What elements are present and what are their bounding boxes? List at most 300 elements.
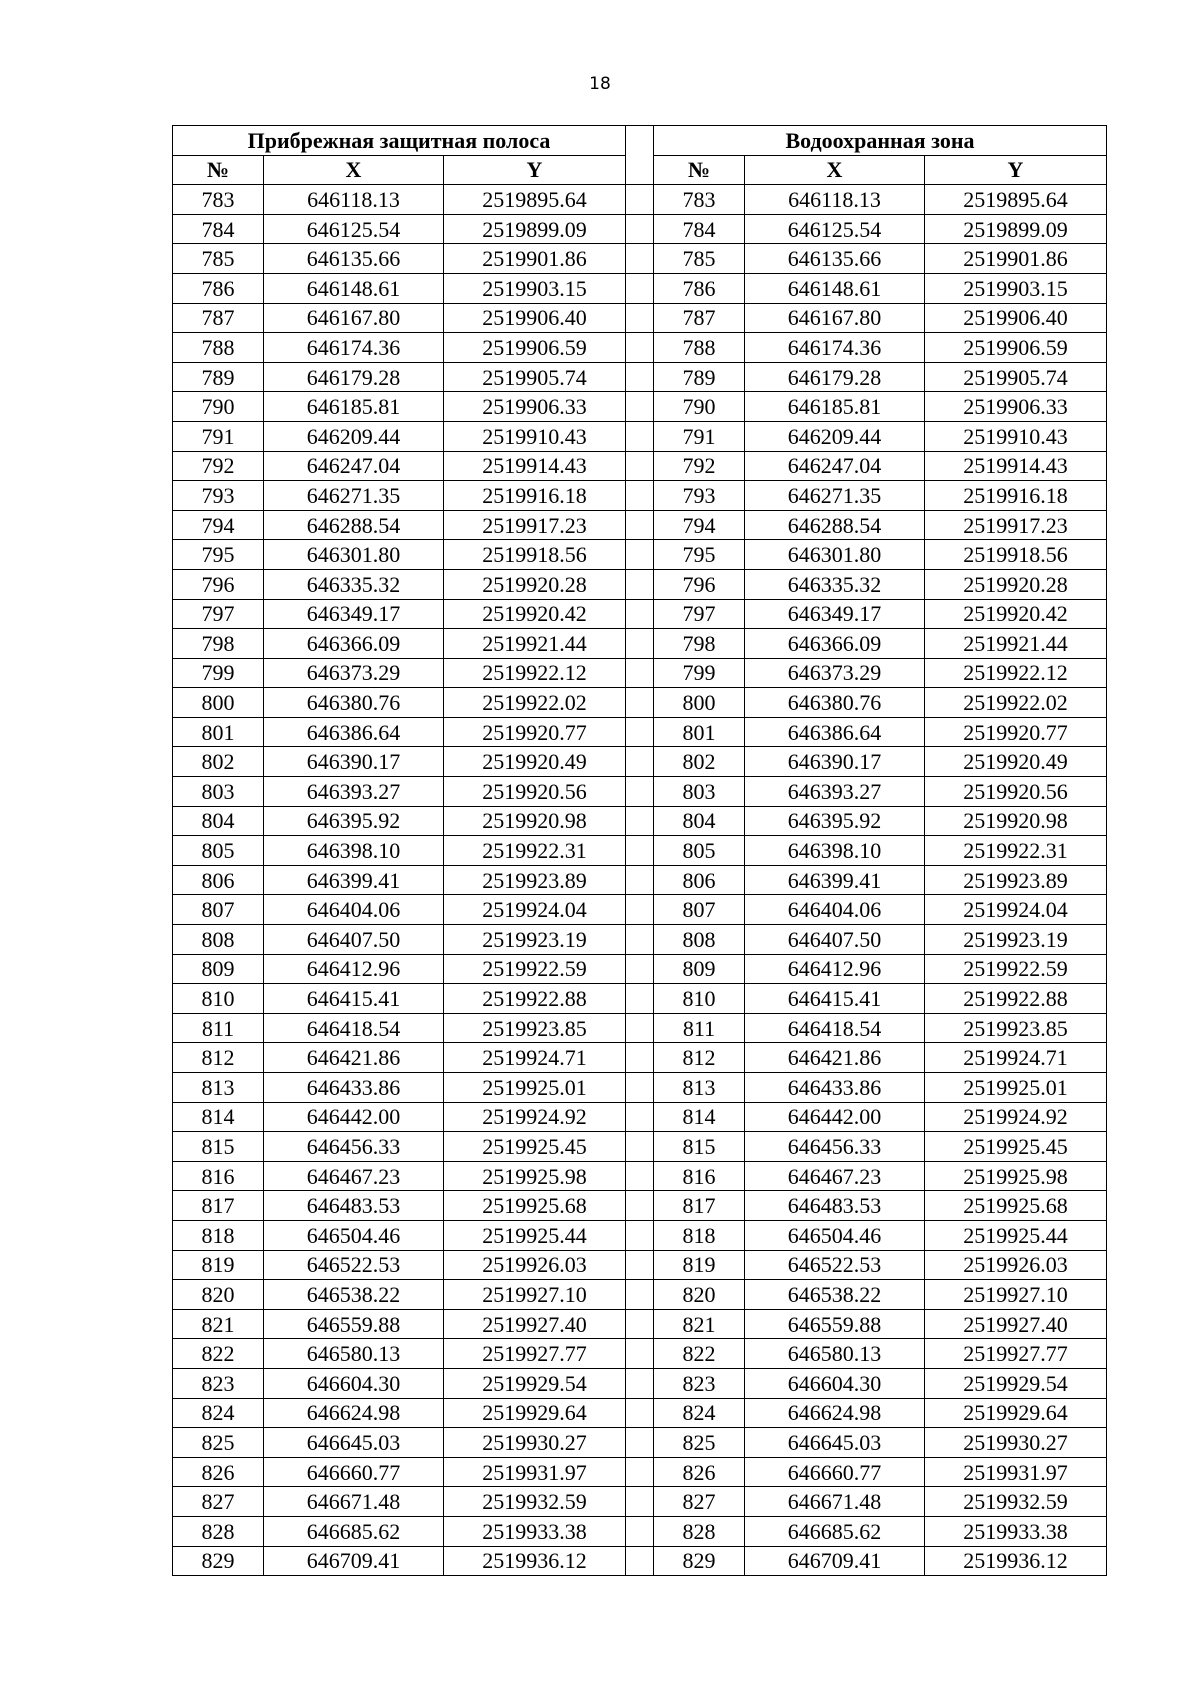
column-gap-cell [626, 1191, 654, 1221]
right-x-cell: 646433.86 [745, 1073, 925, 1103]
right-num-cell: 824 [654, 1398, 745, 1428]
table-row [173, 273, 1107, 303]
column-gap-cell [626, 451, 654, 481]
right-y-cell: 2519917.23 [925, 510, 1107, 540]
right-x-cell: 646580.13 [745, 1339, 925, 1369]
left-y-cell: 2519917.23 [444, 510, 626, 540]
left-x-cell: 646174.36 [264, 333, 444, 363]
column-gap-cell [626, 392, 654, 422]
column-gap-cell [626, 954, 654, 984]
left-num-cell: 809 [173, 954, 264, 984]
column-gap-cell [626, 1487, 654, 1517]
left-x-cell: 646404.06 [264, 895, 444, 925]
right-x-cell: 646709.41 [745, 1546, 925, 1576]
left-num-cell: 804 [173, 806, 264, 836]
table-row [173, 510, 1107, 540]
right-y-cell: 2519899.09 [925, 214, 1107, 244]
right-num-cell: 796 [654, 569, 745, 599]
right-y-cell: 2519927.77 [925, 1339, 1107, 1369]
column-gap-cell [626, 629, 654, 659]
right-y-cell: 2519923.19 [925, 925, 1107, 955]
column-gap-cell [626, 599, 654, 629]
left-y-cell: 2519927.10 [444, 1280, 626, 1310]
left-y-cell: 2519931.97 [444, 1457, 626, 1487]
left-y-cell: 2519922.02 [444, 688, 626, 718]
left-y-cell: 2519922.59 [444, 954, 626, 984]
right-y-cell: 2519925.68 [925, 1191, 1107, 1221]
right-num-cell: 792 [654, 451, 745, 481]
right-y-cell: 2519936.12 [925, 1546, 1107, 1576]
left-y-cell: 2519906.59 [444, 333, 626, 363]
left-x-cell: 646456.33 [264, 1132, 444, 1162]
left-y-cell: 2519925.98 [444, 1161, 626, 1191]
table-row [173, 1191, 1107, 1221]
left-y-cell: 2519916.18 [444, 481, 626, 511]
left-y-cell: 2519930.27 [444, 1428, 626, 1458]
column-gap-cell [626, 806, 654, 836]
column-gap-cell [626, 569, 654, 599]
right-num-cell: 786 [654, 273, 745, 303]
left-num-cell: 791 [173, 421, 264, 451]
right-num-cell: 822 [654, 1339, 745, 1369]
left-x-cell: 646415.41 [264, 984, 444, 1014]
right-y-cell: 2519922.88 [925, 984, 1107, 1014]
right-x-cell: 646148.61 [745, 273, 925, 303]
right-num-cell: 808 [654, 925, 745, 955]
column-gap-cell [626, 1280, 654, 1310]
table-row [173, 954, 1107, 984]
column-gap-cell [626, 717, 654, 747]
right-num-cell: 829 [654, 1546, 745, 1576]
right-num-cell: 788 [654, 333, 745, 363]
right-num-cell: 802 [654, 747, 745, 777]
right-x-cell: 646456.33 [745, 1132, 925, 1162]
right-x-cell: 646442.00 [745, 1102, 925, 1132]
left-y-cell: 2519925.01 [444, 1073, 626, 1103]
right-x-cell: 646366.09 [745, 629, 925, 659]
left-x-cell: 646301.80 [264, 540, 444, 570]
left-y-cell: 2519925.45 [444, 1132, 626, 1162]
table-row [173, 865, 1107, 895]
right-x-header: X [745, 155, 925, 185]
column-gap-cell [626, 214, 654, 244]
table-row [173, 569, 1107, 599]
left-y-cell: 2519903.15 [444, 273, 626, 303]
left-x-header: X [264, 155, 444, 185]
right-x-cell: 646624.98 [745, 1398, 925, 1428]
left-x-cell: 646185.81 [264, 392, 444, 422]
right-y-cell: 2519921.44 [925, 629, 1107, 659]
table-row [173, 806, 1107, 836]
left-num-cell: 805 [173, 836, 264, 866]
left-x-cell: 646209.44 [264, 421, 444, 451]
right-y-cell: 2519929.54 [925, 1368, 1107, 1398]
table-row [173, 629, 1107, 659]
left-x-cell: 646522.53 [264, 1250, 444, 1280]
left-y-cell: 2519936.12 [444, 1546, 626, 1576]
column-gap-cell [626, 1339, 654, 1369]
right-num-cell: 783 [654, 185, 745, 215]
column-gap-cell [626, 1516, 654, 1546]
left-x-cell: 646386.64 [264, 717, 444, 747]
table-row [173, 747, 1107, 777]
table-row [173, 1280, 1107, 1310]
right-y-cell: 2519914.43 [925, 451, 1107, 481]
right-num-cell: 820 [654, 1280, 745, 1310]
right-x-cell: 646418.54 [745, 1013, 925, 1043]
left-num-cell: 794 [173, 510, 264, 540]
right-y-cell: 2519920.42 [925, 599, 1107, 629]
table-row [173, 1102, 1107, 1132]
left-x-cell: 646421.86 [264, 1043, 444, 1073]
table-row [173, 984, 1107, 1014]
right-num-cell: 789 [654, 362, 745, 392]
right-num-cell: 811 [654, 1013, 745, 1043]
left-x-cell: 646624.98 [264, 1398, 444, 1428]
right-num-cell: 813 [654, 1073, 745, 1103]
column-gap-cell [626, 1398, 654, 1428]
right-y-cell: 2519925.98 [925, 1161, 1107, 1191]
left-x-cell: 646380.76 [264, 688, 444, 718]
left-x-cell: 646349.17 [264, 599, 444, 629]
left-num-cell: 800 [173, 688, 264, 718]
right-x-cell: 646407.50 [745, 925, 925, 955]
right-num-cell: 819 [654, 1250, 745, 1280]
right-num-header: № [654, 155, 745, 185]
table-row [173, 925, 1107, 955]
left-y-cell: 2519929.54 [444, 1368, 626, 1398]
left-num-cell: 788 [173, 333, 264, 363]
left-x-cell: 646395.92 [264, 806, 444, 836]
left-x-cell: 646288.54 [264, 510, 444, 540]
table-row [173, 1013, 1107, 1043]
right-x-cell: 646335.32 [745, 569, 925, 599]
right-y-cell: 2519926.03 [925, 1250, 1107, 1280]
right-x-cell: 646504.46 [745, 1220, 925, 1250]
left-x-cell: 646373.29 [264, 658, 444, 688]
column-gap-cell [626, 333, 654, 363]
right-y-cell: 2519931.97 [925, 1457, 1107, 1487]
left-x-cell: 646442.00 [264, 1102, 444, 1132]
left-y-cell: 2519929.64 [444, 1398, 626, 1428]
left-x-cell: 646483.53 [264, 1191, 444, 1221]
right-x-cell: 646247.04 [745, 451, 925, 481]
right-num-cell: 814 [654, 1102, 745, 1132]
left-x-cell: 646467.23 [264, 1161, 444, 1191]
right-x-cell: 646380.76 [745, 688, 925, 718]
left-num-cell: 798 [173, 629, 264, 659]
left-num-cell: 811 [173, 1013, 264, 1043]
right-x-cell: 646604.30 [745, 1368, 925, 1398]
left-x-cell: 646418.54 [264, 1013, 444, 1043]
column-gap-cell [626, 244, 654, 274]
right-x-cell: 646538.22 [745, 1280, 925, 1310]
column-gap-cell [626, 510, 654, 540]
right-x-cell: 646398.10 [745, 836, 925, 866]
left-num-cell: 829 [173, 1546, 264, 1576]
right-y-cell: 2519924.92 [925, 1102, 1107, 1132]
column-gap-cell [626, 658, 654, 688]
right-y-cell: 2519920.56 [925, 777, 1107, 807]
left-y-cell: 2519906.40 [444, 303, 626, 333]
left-y-cell: 2519918.56 [444, 540, 626, 570]
left-num-cell: 812 [173, 1043, 264, 1073]
column-gap-cell [626, 925, 654, 955]
right-x-cell: 646395.92 [745, 806, 925, 836]
right-y-cell: 2519932.59 [925, 1487, 1107, 1517]
right-y-cell: 2519923.89 [925, 865, 1107, 895]
table-row [173, 451, 1107, 481]
right-num-cell: 804 [654, 806, 745, 836]
right-x-cell: 646179.28 [745, 362, 925, 392]
left-x-cell: 646671.48 [264, 1487, 444, 1517]
table-row [173, 688, 1107, 718]
left-y-cell: 2519910.43 [444, 421, 626, 451]
left-num-cell: 784 [173, 214, 264, 244]
right-num-cell: 790 [654, 392, 745, 422]
column-gap-cell [626, 273, 654, 303]
right-num-cell: 825 [654, 1428, 745, 1458]
right-x-cell: 646483.53 [745, 1191, 925, 1221]
left-x-cell: 646559.88 [264, 1309, 444, 1339]
column-gap-cell [626, 1309, 654, 1339]
right-y-cell: 2519922.12 [925, 658, 1107, 688]
right-x-cell: 646393.27 [745, 777, 925, 807]
right-x-cell: 646645.03 [745, 1428, 925, 1458]
table-row [173, 777, 1107, 807]
right-y-cell: 2519895.64 [925, 185, 1107, 215]
table-row [173, 1546, 1107, 1576]
right-x-cell: 646390.17 [745, 747, 925, 777]
left-num-cell: 821 [173, 1309, 264, 1339]
table-row [173, 717, 1107, 747]
left-num-cell: 789 [173, 362, 264, 392]
table-row [173, 1250, 1107, 1280]
left-num-cell: 807 [173, 895, 264, 925]
column-gap-cell [626, 303, 654, 333]
table-row [173, 540, 1107, 570]
table-row [173, 1220, 1107, 1250]
column-gap-cell [626, 421, 654, 451]
right-x-cell: 646135.66 [745, 244, 925, 274]
right-x-cell: 646174.36 [745, 333, 925, 363]
left-y-cell: 2519920.28 [444, 569, 626, 599]
left-num-header: № [173, 155, 264, 185]
right-y-cell: 2519906.33 [925, 392, 1107, 422]
left-x-cell: 646660.77 [264, 1457, 444, 1487]
left-num-cell: 796 [173, 569, 264, 599]
right-num-cell: 793 [654, 481, 745, 511]
right-x-cell: 646288.54 [745, 510, 925, 540]
right-y-cell: 2519922.31 [925, 836, 1107, 866]
right-num-cell: 823 [654, 1368, 745, 1398]
left-num-cell: 785 [173, 244, 264, 274]
right-y-cell: 2519906.59 [925, 333, 1107, 363]
left-num-cell: 801 [173, 717, 264, 747]
left-y-cell: 2519906.33 [444, 392, 626, 422]
left-y-cell: 2519932.59 [444, 1487, 626, 1517]
right-num-cell: 815 [654, 1132, 745, 1162]
left-x-cell: 646179.28 [264, 362, 444, 392]
right-x-cell: 646404.06 [745, 895, 925, 925]
column-gap-cell [626, 1546, 654, 1576]
left-num-cell: 795 [173, 540, 264, 570]
table-row [173, 895, 1107, 925]
table-row [173, 1073, 1107, 1103]
left-num-cell: 797 [173, 599, 264, 629]
left-num-cell: 799 [173, 658, 264, 688]
right-num-cell: 817 [654, 1191, 745, 1221]
table-row [173, 1368, 1107, 1398]
right-num-cell: 818 [654, 1220, 745, 1250]
right-y-cell: 2519906.40 [925, 303, 1107, 333]
right-num-cell: 784 [654, 214, 745, 244]
right-x-cell: 646522.53 [745, 1250, 925, 1280]
right-x-cell: 646301.80 [745, 540, 925, 570]
right-num-cell: 801 [654, 717, 745, 747]
right-x-cell: 646412.96 [745, 954, 925, 984]
table-row [173, 1487, 1107, 1517]
table-row [173, 185, 1107, 215]
left-x-cell: 646118.13 [264, 185, 444, 215]
right-y-cell: 2519925.45 [925, 1132, 1107, 1162]
table-row [173, 1043, 1107, 1073]
right-x-cell: 646271.35 [745, 481, 925, 511]
table-row [173, 392, 1107, 422]
left-x-cell: 646366.09 [264, 629, 444, 659]
left-num-cell: 792 [173, 451, 264, 481]
left-y-cell: 2519905.74 [444, 362, 626, 392]
column-gap-cell [626, 1102, 654, 1132]
right-y-cell: 2519922.59 [925, 954, 1107, 984]
left-y-cell: 2519923.85 [444, 1013, 626, 1043]
column-gap-cell [626, 777, 654, 807]
right-num-cell: 787 [654, 303, 745, 333]
column-gap-cell [626, 836, 654, 866]
left-x-cell: 646390.17 [264, 747, 444, 777]
table-row [173, 244, 1107, 274]
left-num-cell: 806 [173, 865, 264, 895]
left-num-cell: 824 [173, 1398, 264, 1428]
right-y-cell: 2519918.56 [925, 540, 1107, 570]
right-num-cell: 812 [654, 1043, 745, 1073]
table-row [173, 214, 1107, 244]
left-x-cell: 646709.41 [264, 1546, 444, 1576]
left-num-cell: 825 [173, 1428, 264, 1458]
left-y-cell: 2519924.71 [444, 1043, 626, 1073]
left-x-cell: 646247.04 [264, 451, 444, 481]
column-gap-cell [626, 1250, 654, 1280]
left-y-cell: 2519895.64 [444, 185, 626, 215]
left-x-cell: 646580.13 [264, 1339, 444, 1369]
right-y-cell: 2519920.49 [925, 747, 1107, 777]
left-x-cell: 646685.62 [264, 1516, 444, 1546]
left-num-cell: 793 [173, 481, 264, 511]
column-gap-cell [626, 1132, 654, 1162]
left-y-cell: 2519925.44 [444, 1220, 626, 1250]
left-num-cell: 786 [173, 273, 264, 303]
left-y-cell: 2519920.98 [444, 806, 626, 836]
right-num-cell: 810 [654, 984, 745, 1014]
column-gap-cell [626, 1013, 654, 1043]
page-number: 18 [589, 74, 611, 94]
table-row [173, 836, 1107, 866]
column-gap-cell [626, 1368, 654, 1398]
column-gap-cell [626, 1220, 654, 1250]
right-y-cell: 2519920.28 [925, 569, 1107, 599]
right-x-cell: 646118.13 [745, 185, 925, 215]
right-num-cell: 827 [654, 1487, 745, 1517]
column-gap [626, 126, 654, 185]
table-row [173, 1161, 1107, 1191]
right-y-cell: 2519922.02 [925, 688, 1107, 718]
left-y-cell: 2519925.68 [444, 1191, 626, 1221]
left-y-cell: 2519899.09 [444, 214, 626, 244]
table-row [173, 421, 1107, 451]
right-num-cell: 805 [654, 836, 745, 866]
right-x-cell: 646660.77 [745, 1457, 925, 1487]
coordinates-table [172, 125, 1107, 1576]
left-num-cell: 814 [173, 1102, 264, 1132]
column-gap-cell [626, 185, 654, 215]
table-row [173, 1428, 1107, 1458]
right-y-cell: 2519927.10 [925, 1280, 1107, 1310]
right-x-cell: 646167.80 [745, 303, 925, 333]
right-y-header: Y [925, 155, 1107, 185]
left-y-cell: 2519924.04 [444, 895, 626, 925]
left-x-cell: 646538.22 [264, 1280, 444, 1310]
left-section-title: Прибрежная защитная полоса [173, 126, 626, 156]
right-x-cell: 646209.44 [745, 421, 925, 451]
table-row [173, 1398, 1107, 1428]
right-num-cell: 791 [654, 421, 745, 451]
left-y-cell: 2519920.49 [444, 747, 626, 777]
column-gap-cell [626, 481, 654, 511]
table-body [173, 185, 1107, 1576]
right-num-cell: 816 [654, 1161, 745, 1191]
right-num-cell: 798 [654, 629, 745, 659]
right-num-cell: 809 [654, 954, 745, 984]
right-x-cell: 646685.62 [745, 1516, 925, 1546]
right-y-cell: 2519930.27 [925, 1428, 1107, 1458]
left-y-cell: 2519926.03 [444, 1250, 626, 1280]
left-num-cell: 822 [173, 1339, 264, 1369]
left-x-cell: 646135.66 [264, 244, 444, 274]
left-y-cell: 2519922.31 [444, 836, 626, 866]
left-num-cell: 803 [173, 777, 264, 807]
right-y-cell: 2519920.77 [925, 717, 1107, 747]
right-y-cell: 2519903.15 [925, 273, 1107, 303]
column-gap-cell [626, 984, 654, 1014]
left-num-cell: 818 [173, 1220, 264, 1250]
left-num-cell: 820 [173, 1280, 264, 1310]
left-x-cell: 646645.03 [264, 1428, 444, 1458]
left-x-cell: 646504.46 [264, 1220, 444, 1250]
right-y-cell: 2519923.85 [925, 1013, 1107, 1043]
table-row [173, 333, 1107, 363]
left-num-cell: 813 [173, 1073, 264, 1103]
left-num-cell: 802 [173, 747, 264, 777]
left-num-cell: 787 [173, 303, 264, 333]
right-num-cell: 828 [654, 1516, 745, 1546]
left-num-cell: 823 [173, 1368, 264, 1398]
left-y-header: Y [444, 155, 626, 185]
right-num-cell: 797 [654, 599, 745, 629]
right-x-cell: 646386.64 [745, 717, 925, 747]
right-x-cell: 646421.86 [745, 1043, 925, 1073]
left-y-cell: 2519923.89 [444, 865, 626, 895]
right-y-cell: 2519925.01 [925, 1073, 1107, 1103]
